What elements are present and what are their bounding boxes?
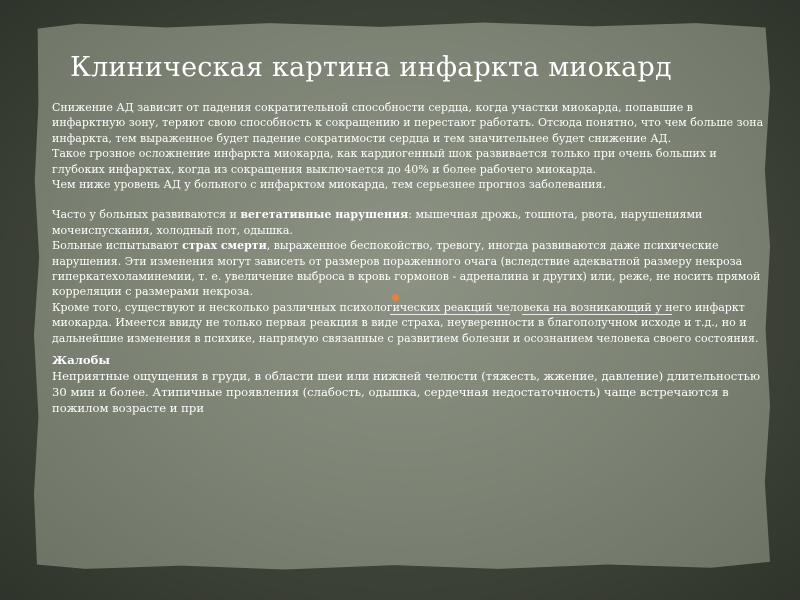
paragraph-vegetative xyxy=(52,207,764,238)
paragraph-cardiogenic-shock: Такое грозное осложнение инфаркта миокарда, как кардиогенный шок развивается только при очень больших и глубоких инфарктах, когда из сокращения выключается до 40% и более рабочего миокарда. xyxy=(52,147,717,176)
hyperlink-underline xyxy=(390,314,510,315)
complaints-heading: Жалобы xyxy=(52,353,110,368)
fear-text-before: Больные испытывают xyxy=(52,239,183,253)
vegetative-bold-term: вегетативные нарушения xyxy=(240,208,409,222)
paragraph-prognosis: Чем ниже уровень АД у больного с инфарктом миокарда, тем серьезнее прогноз заболевания. xyxy=(52,178,606,192)
vegetative-text-after: : мышечная дрожь, тошнота, рвота, нарушениями мочеиспускания, холодный пот, одышка. xyxy=(52,208,703,237)
paragraph-bp-drop: Снижение АД зависит от падения сократительной способности сердца, когда участки миокарда, попавшие в инфарктную зону, теряют свою способность к сокращению и перестают работать. Отсюда понятно, что чем больше зона инфаркта, тем выраженное будет падение сократимости сердца и тем значительнее будет снижение АД. xyxy=(52,101,764,145)
bullet-dot-icon xyxy=(392,294,399,301)
paragraph-fear xyxy=(52,238,764,300)
fear-bold-term: страх смерти xyxy=(182,239,267,253)
complaints-text: Неприятные ощущения в груди, в области шеи или нижней челюсти (тяжесть, жжение, давление) длительностью 30 мин и более. Атипичные проявления (слабость, одышка, сердечная недостаточность) чаще встречаются в пожилом возрасте и при xyxy=(52,369,761,416)
spacer xyxy=(52,192,764,207)
hyperlink-underline xyxy=(522,314,672,315)
slide-content xyxy=(52,100,764,416)
fear-text-after: , выраженное беспокойство, тревогу, иногда развиваются даже психические нарушения. Эти изменения могут зависеть от размеров пораженного очага (вследствие адекватной размеру некроза гиперкатехоламинемии, т. е. увеличение выброса в кровь гормонов - адреналина и других) или, реже, не носить прямой корреляции с размерами некроза. xyxy=(52,239,761,299)
vegetative-text-before: Часто у больных развиваются и xyxy=(52,208,241,222)
slide-title: Клиническая картина инфаркта миокард xyxy=(70,52,672,83)
paragraph-psychology: Кроме того, существуют и несколько различных психологических реакций человека на возникающий у него инфаркт миокарда. Имеется ввиду не только первая реакция в виде страха, неуверенности в благополучном исходе и т.д., но и дальнейшие изменения в психике, напрямую связанные с развитием болезни и осознанием человека своего состояния. xyxy=(52,300,759,345)
